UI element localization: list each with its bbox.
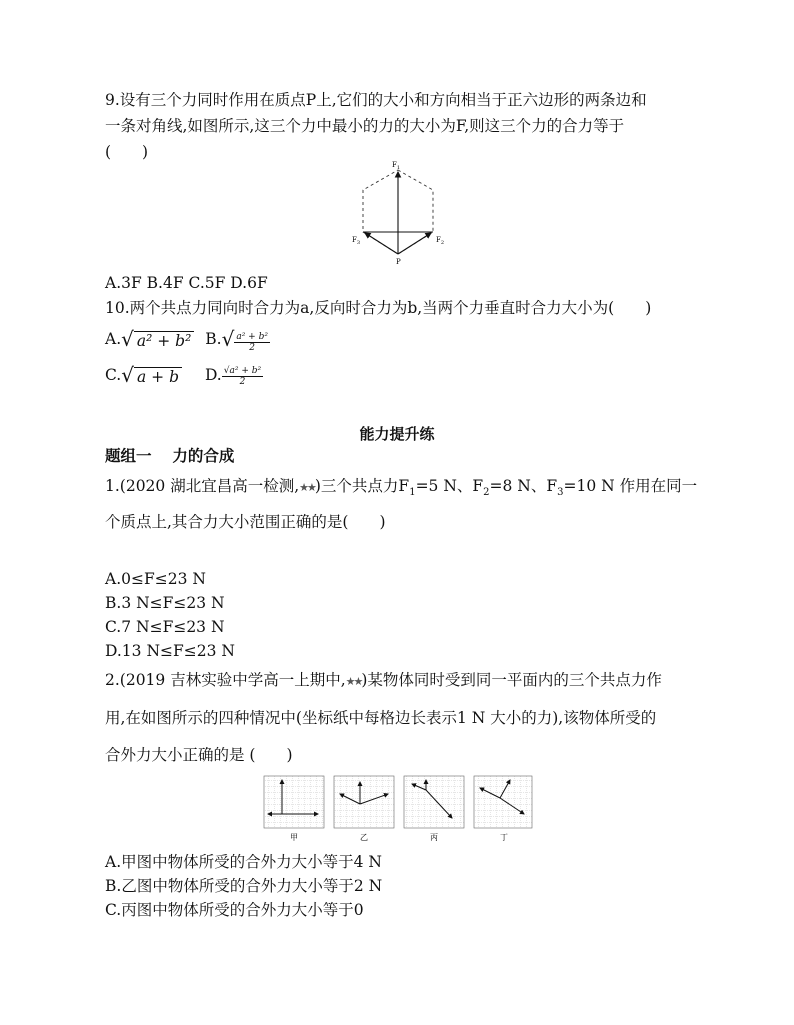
p1-option-b: B.3 N≤F≤23 N <box>105 594 225 612</box>
p1-line-2: 个质点上,其合力大小范围正确的是( ) <box>105 513 386 531</box>
p2-option-a: A.甲图中物体所受的合外力大小等于4 N <box>105 853 382 871</box>
q9-line-2: 一条对角线,如图所示,这三个力中最小的力的大小为F,则这三个力的合力等于 <box>105 117 625 135</box>
p1-option-c: C.7 N≤F≤23 N <box>105 618 225 636</box>
panel-yi <box>334 776 394 842</box>
p2-option-b: B.乙图中物体所受的合外力大小等于2 N <box>105 877 383 895</box>
p1-option-d: D.13 N≤F≤23 N <box>105 642 235 660</box>
label-f1: $F_1$ <box>392 161 401 171</box>
panel-bing <box>404 776 464 842</box>
q10-stem: 10.两个共点力同向时合力为a,反向时合力为b,当两个力垂直时合力大小为( ) <box>105 299 652 317</box>
p2-line-2: 用,在如图所示的四种情况中(坐标纸中每格边长表示1 N 大小的力),该物体所受的 <box>105 709 657 727</box>
q10-options-cd: C.√ a + b D. $\frac{\text{√a² + b²}}{2}$ <box>105 363 262 387</box>
group-title: 题组一 力的合成 <box>105 446 235 465</box>
label-f2: $F_2$ <box>436 236 445 246</box>
label-p: P <box>396 258 401 266</box>
label-f3: $F_3$ <box>352 236 361 246</box>
p1-option-a: A.0≤F≤23 N <box>105 570 206 588</box>
hexagon-force-figure <box>340 158 460 270</box>
q10-options-ab: A.√ a² + b² B.√ $\frac{\text{a² + b²}}{2}$ <box>105 327 268 353</box>
difficulty-star-icon: ★★ <box>345 675 362 688</box>
panel-label-bing: 丙 <box>430 833 438 842</box>
force-arrow-f3 <box>365 233 398 254</box>
panel-ding <box>474 776 532 842</box>
panel-label-yi: 乙 <box>360 833 368 842</box>
force-grid-figures <box>262 774 534 846</box>
panel-label-ding: 丁 <box>500 833 508 842</box>
difficulty-star-icon: ★★ <box>299 481 315 494</box>
panel-jia <box>264 776 324 842</box>
p2-line-3: 合外力大小正确的是 ( ) <box>105 746 293 764</box>
force-arrow-f2 <box>398 233 431 254</box>
q9-options: A.3F B.4F C.5F D.6F <box>105 274 268 292</box>
p2-line-1: 2.(2019 吉林实验中学高一上期中,★★)某物体同时受到同一平面内的三个共点力作 <box>105 671 662 689</box>
p1-line-1: 1.(2020 湖北宜昌高一检测,★★)三个共点力$F_1=5$ N、$F_2=8$ N、$F_3=10$ N 作用在同一 <box>105 477 698 499</box>
section-title: 能力提升练 <box>359 425 435 443</box>
panel-label-jia: 甲 <box>290 833 298 842</box>
q9-line-1: 9.设有三个力同时作用在质点P上,它们的大小和方向相当于正六边形的两条边和 <box>105 91 647 109</box>
q9-line-3: ( ) <box>105 143 149 161</box>
p2-option-c: C.丙图中物体所受的合外力大小等于0 <box>105 901 364 919</box>
